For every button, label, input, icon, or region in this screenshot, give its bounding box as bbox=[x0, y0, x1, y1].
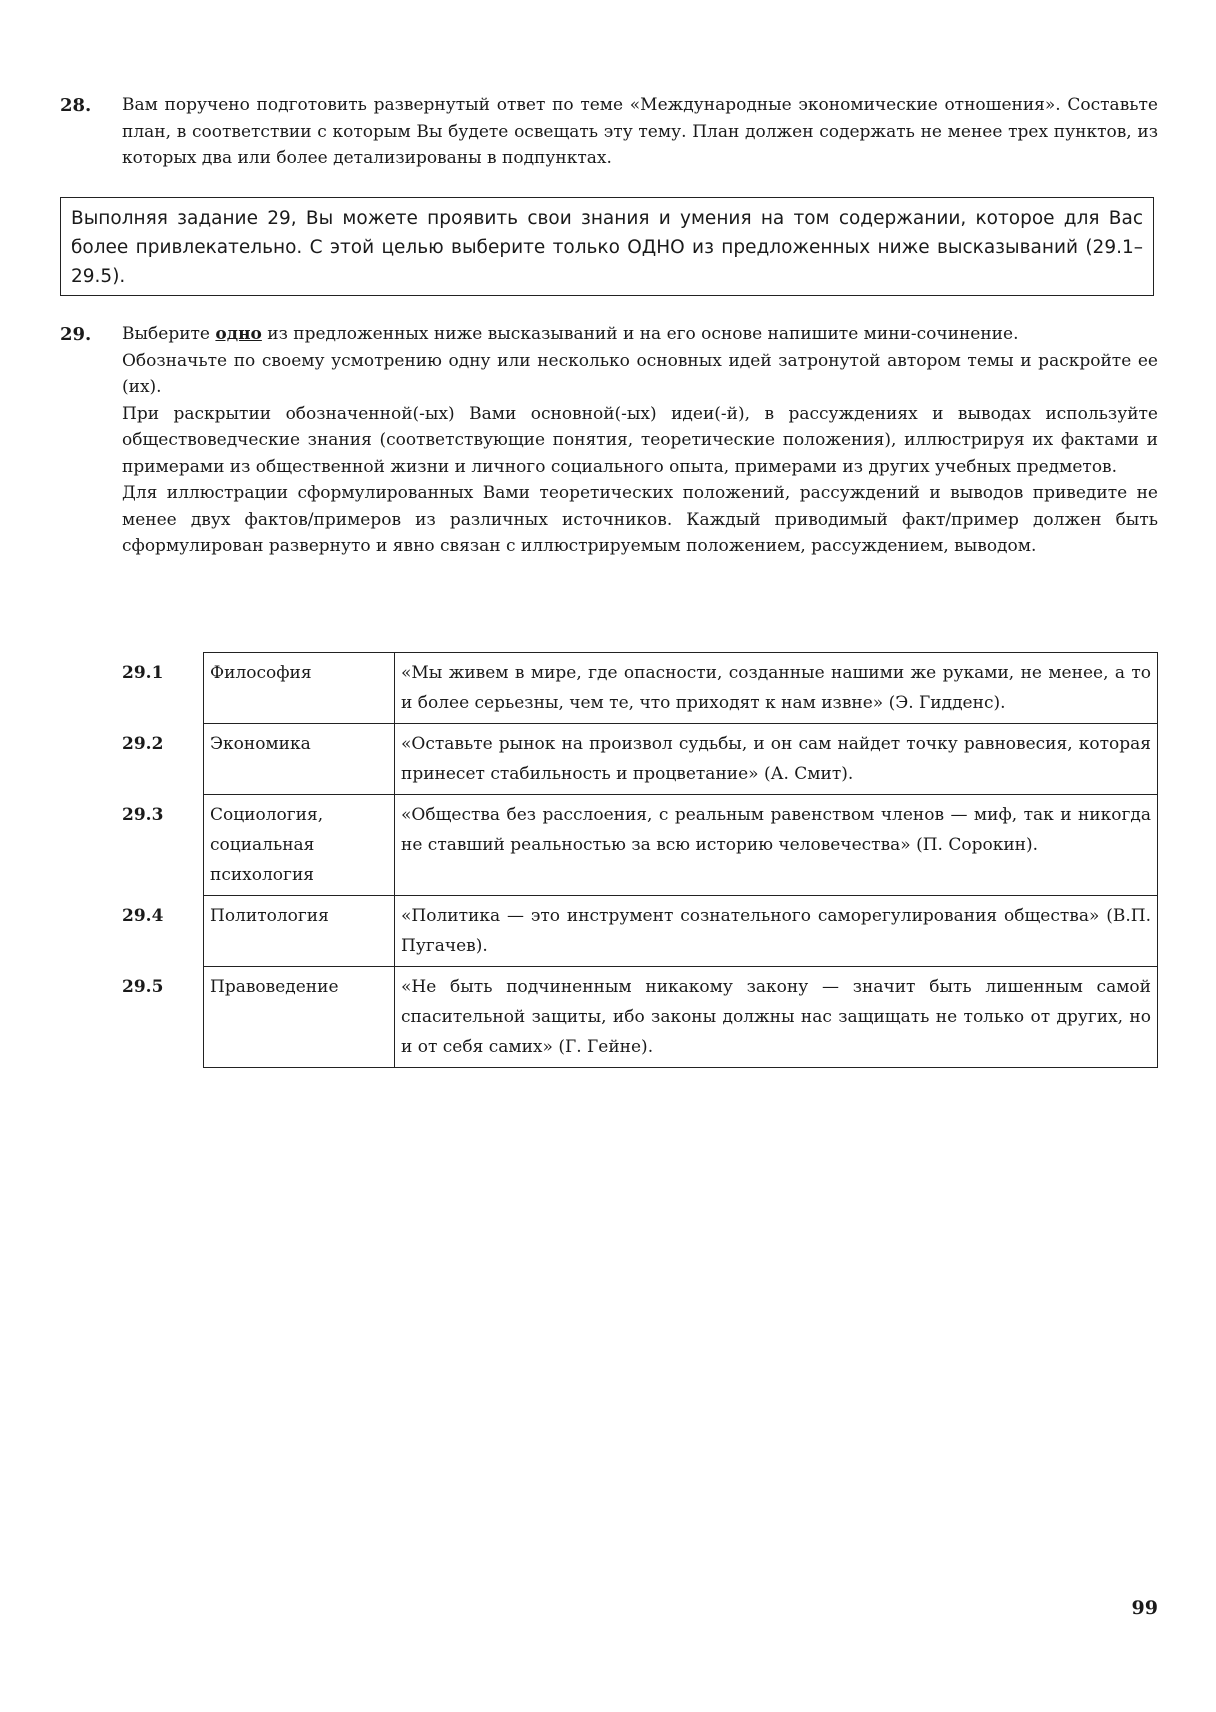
statement-row bbox=[118, 795, 1158, 896]
task-29 bbox=[60, 321, 1158, 560]
task-29-number: 29. bbox=[60, 324, 92, 345]
task-28 bbox=[60, 92, 1158, 172]
note-text: Выполняя задание 29, Вы можете проявить свои знания и умения на том содержании, которое для Вас более привлекательно. С этой целью выберите только ОДНО из предложенных ниже высказываний (29.1–29.5). bbox=[71, 208, 1143, 287]
statement-number: 29.4 bbox=[122, 905, 164, 926]
task-29-instruction-3: При раскрытии обозначенной(-ых) Вами основной(-ых) идеи(-й), в рассуждениях и выводах используйте обществоведческие знания (соответствующие понятия, теоретические положения), иллюстрируя их фактами и примерами из общественной жизни и личного социального опыта, примерами из других учебных предметов. bbox=[122, 403, 1158, 477]
task-28-text: Вам поручено подготовить развернутый ответ по теме «Международные экономические отношения». Составьте план, в соответствии с которым Вы будете освещать эту тему. План должен содержать не менее трех пунктов, из которых два или более детализированы в подпунктах. bbox=[122, 95, 1158, 168]
statement-row bbox=[118, 724, 1158, 795]
statement-row bbox=[118, 653, 1158, 724]
statement-number: 29.2 bbox=[122, 733, 164, 754]
task-29-instruction-2: Обозначьте по своему усмотрению одну или несколько основных идей затронутой автором темы и раскройте ее (их). bbox=[122, 350, 1158, 397]
emphasis-one: одно bbox=[215, 324, 262, 344]
task-29-instruction-4: Для иллюстрации сформулированных Вами теоретических положений, рассуждений и выводов приведите не менее двух фактов/примеров из различных источников. Каждый приводимый факт/пример должен быть сформулирован развернуто и явно связан с иллюстрируемым положением, рассуждением, выводом. bbox=[122, 483, 1158, 556]
statements-table bbox=[118, 652, 1158, 1068]
statement-number: 29.5 bbox=[122, 976, 164, 997]
task-29-note bbox=[60, 197, 1154, 296]
task-28-number: 28. bbox=[60, 95, 92, 116]
statement-quote: «Не быть подчиненным никакому закону — значит быть лишенным самой спасительной защиты, ибо законы должны нас защищать не только от других, но и от себя самих» (Г. Гейне). bbox=[395, 967, 1158, 1068]
statement-quote: «Политика — это инструмент сознательного саморегулирования общества» (В.П. Пугачев). bbox=[395, 896, 1158, 967]
statement-subject: Философия bbox=[204, 653, 395, 724]
statement-subject: Правоведение bbox=[204, 967, 395, 1068]
page-number: 99 bbox=[1131, 1597, 1158, 1619]
statement-subject: Политология bbox=[204, 896, 395, 967]
statement-quote: «Оставьте рынок на произвол судьбы, и он сам найдет точку равновесия, которая принесет стабильность и процветание» (А. Смит). bbox=[395, 724, 1158, 795]
statement-quote: «Мы живем в мире, где опасности, созданные нашими же руками, не менее, а то и более серьезны, чем те, что приходят к нам извне» (Э. Гидденс). bbox=[395, 653, 1158, 724]
statement-number: 29.3 bbox=[122, 804, 164, 825]
statement-subject: Экономика bbox=[204, 724, 395, 795]
statement-row bbox=[118, 967, 1158, 1068]
task-29-instruction-1: Выберите одно из предложенных ниже высказываний и на его основе напишите мини-сочинение. bbox=[122, 324, 1019, 344]
statement-row bbox=[118, 896, 1158, 967]
statement-subject: Социология, социальная психология bbox=[204, 795, 395, 896]
statement-quote: «Общества без расслоения, с реальным равенством членов — миф, так и никогда не ставший реальностью за всю историю человечества» (П. Сорокин). bbox=[395, 795, 1158, 896]
statement-number: 29.1 bbox=[122, 662, 164, 683]
